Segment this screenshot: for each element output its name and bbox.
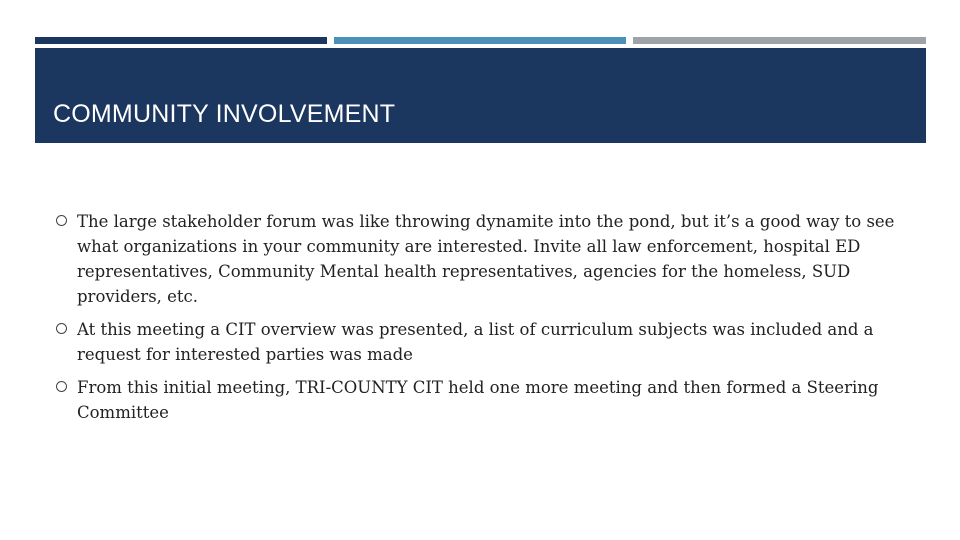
- circle-bullet-icon: [56, 323, 67, 334]
- accent-bar-gray: [633, 37, 926, 44]
- circle-bullet-icon: [56, 215, 67, 226]
- bullet-item: [56, 209, 916, 309]
- circle-bullet-icon: [56, 381, 67, 392]
- accent-bar-blue: [334, 37, 626, 44]
- bullet-list: [56, 209, 916, 433]
- bullet-text: The large stakeholder forum was like throwing dynamite into the pond, but it’s a good way to see what organizations in your community are interested. Invite all law enforcement, hospital ED representatives, Community Mental health representatives, agencies for the homeless, SUD providers, etc.: [77, 212, 895, 306]
- bullet-item: [56, 317, 916, 367]
- title-band: [35, 48, 926, 143]
- bullet-item: [56, 375, 916, 425]
- bullet-text: At this meeting a CIT overview was presented, a list of curriculum subjects was included and a request for interested parties was made: [77, 320, 874, 364]
- bullet-text: From this initial meeting, TRI-COUNTY CIT held one more meeting and then formed a Steering Committee: [77, 378, 879, 422]
- slide-title: COMMUNITY INVOLVEMENT: [53, 100, 396, 128]
- accent-bar-navy: [35, 37, 327, 44]
